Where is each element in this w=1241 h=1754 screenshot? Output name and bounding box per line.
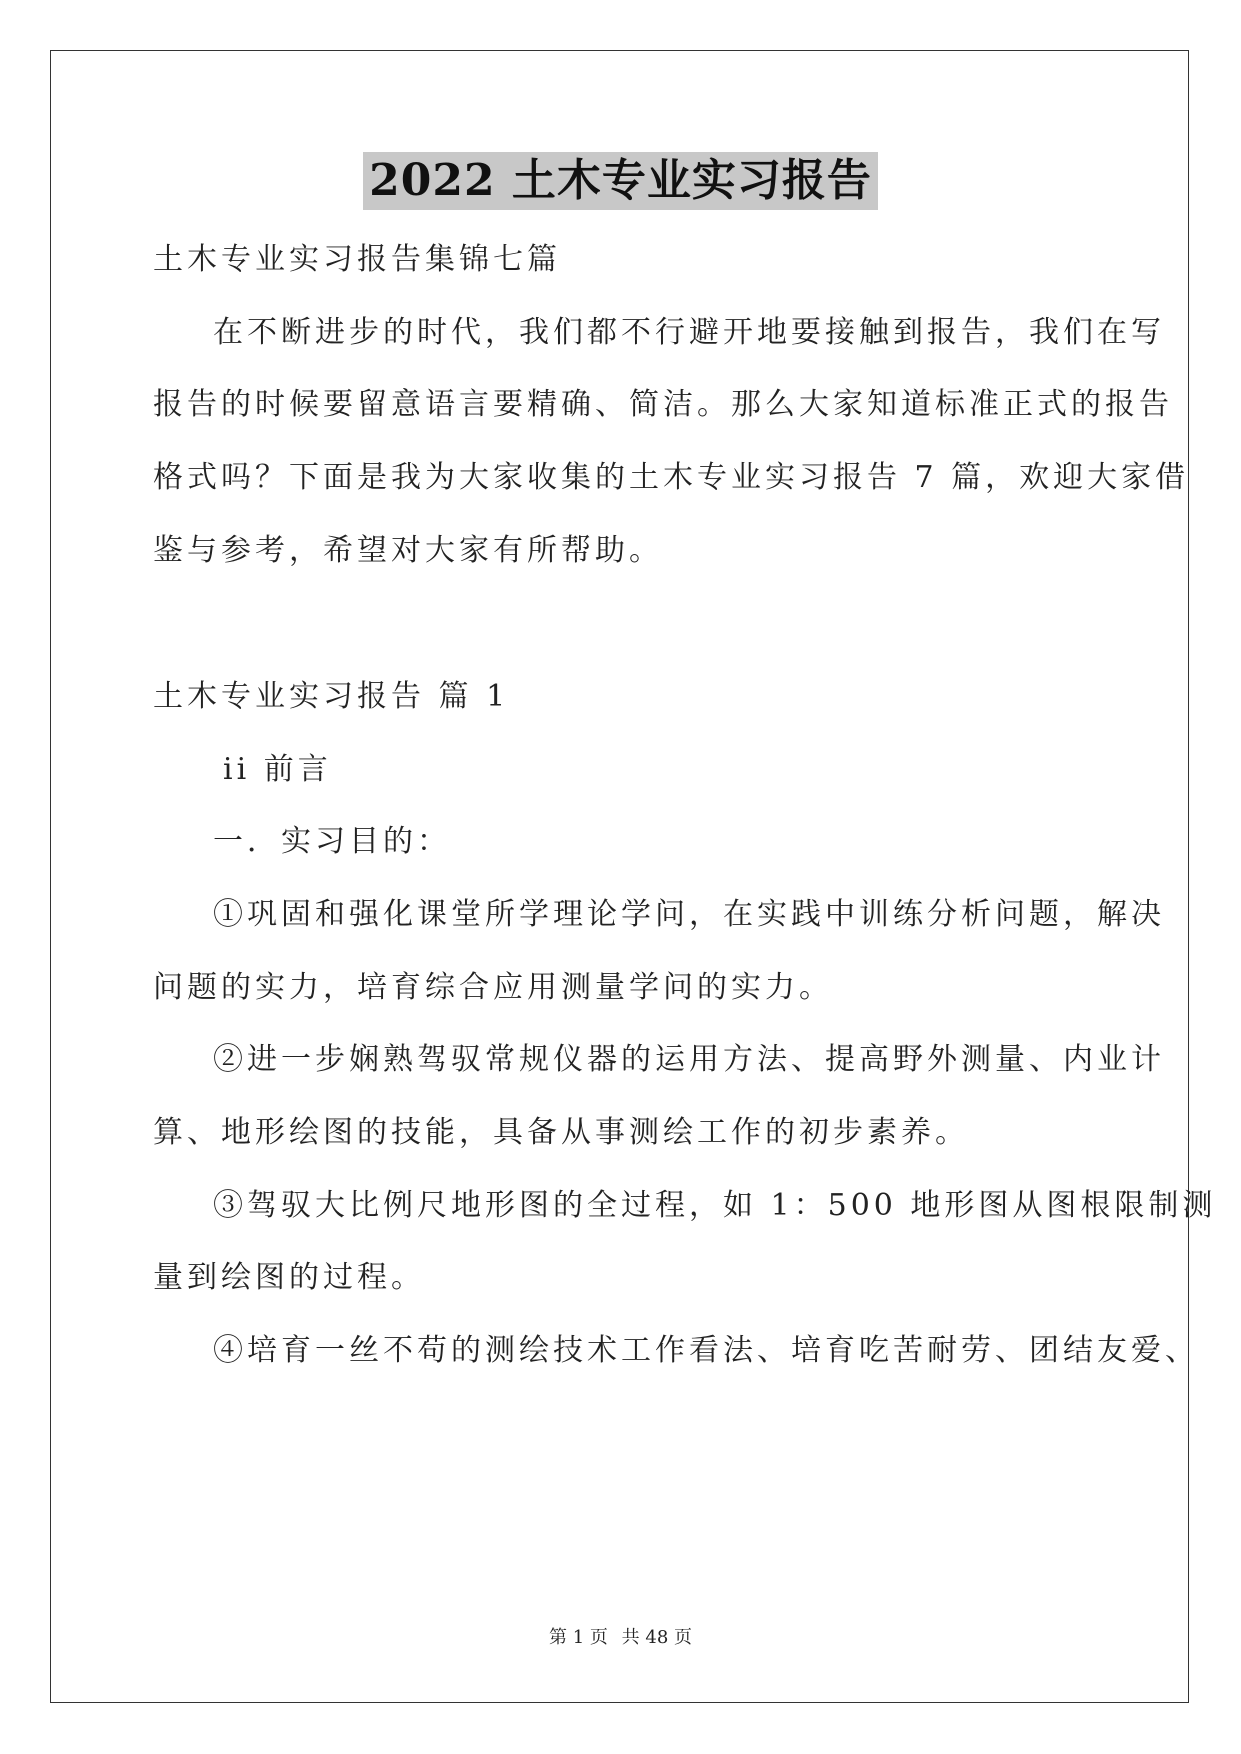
item-4-line-1: ④培育一丝不苟的测绘技术工作看法、培育吃苦耐劳、团结友爱、 (213, 1333, 1199, 1368)
preface-label: ii 前言 (223, 752, 332, 787)
page-number: 第 1 页 (549, 1627, 608, 1648)
collection-subtitle: 土木专业实习报告集锦七篇 (153, 242, 561, 277)
title-container (0, 152, 1241, 210)
total-pages: 共 48 页 (621, 1627, 692, 1648)
intro-line-4: 鉴与参考，希望对大家有所帮助。 (153, 533, 663, 568)
item-3-line-1: ③驾驭大比例尺地形图的全过程，如 1：500 地形图从图根限制测 (213, 1188, 1217, 1223)
purpose-heading: 一．实习目的： (213, 824, 451, 859)
item-1-line-2: 问题的实力，培育综合应用测量学问的实力。 (153, 970, 833, 1005)
page-footer (0, 1626, 1241, 1650)
item-1-line-1: ①巩固和强化课堂所学理论学问，在实践中训练分析问题，解决 (213, 897, 1165, 932)
intro-line-1: 在不断进步的时代，我们都不行避开地要接触到报告，我们在写 (213, 315, 1165, 350)
intro-line-3: 格式吗？下面是我为大家收集的土木专业实习报告 7 篇，欢迎大家借 (153, 460, 1190, 495)
intro-line-2: 报告的时候要留意语言要精确、简洁。那么大家知道标准正式的报告 (153, 387, 1173, 422)
document-title: 2022 土木专业实习报告 (363, 152, 878, 210)
item-3-line-2: 量到绘图的过程。 (153, 1260, 425, 1295)
item-2-line-1: ②进一步娴熟驾驭常规仪器的运用方法、提高野外测量、内业计 (213, 1042, 1165, 1077)
section-heading: 土木专业实习报告 篇 1 (153, 679, 510, 714)
item-2-line-2: 算、地形绘图的技能，具备从事测绘工作的初步素养。 (153, 1115, 969, 1150)
page-border (50, 50, 1189, 1703)
